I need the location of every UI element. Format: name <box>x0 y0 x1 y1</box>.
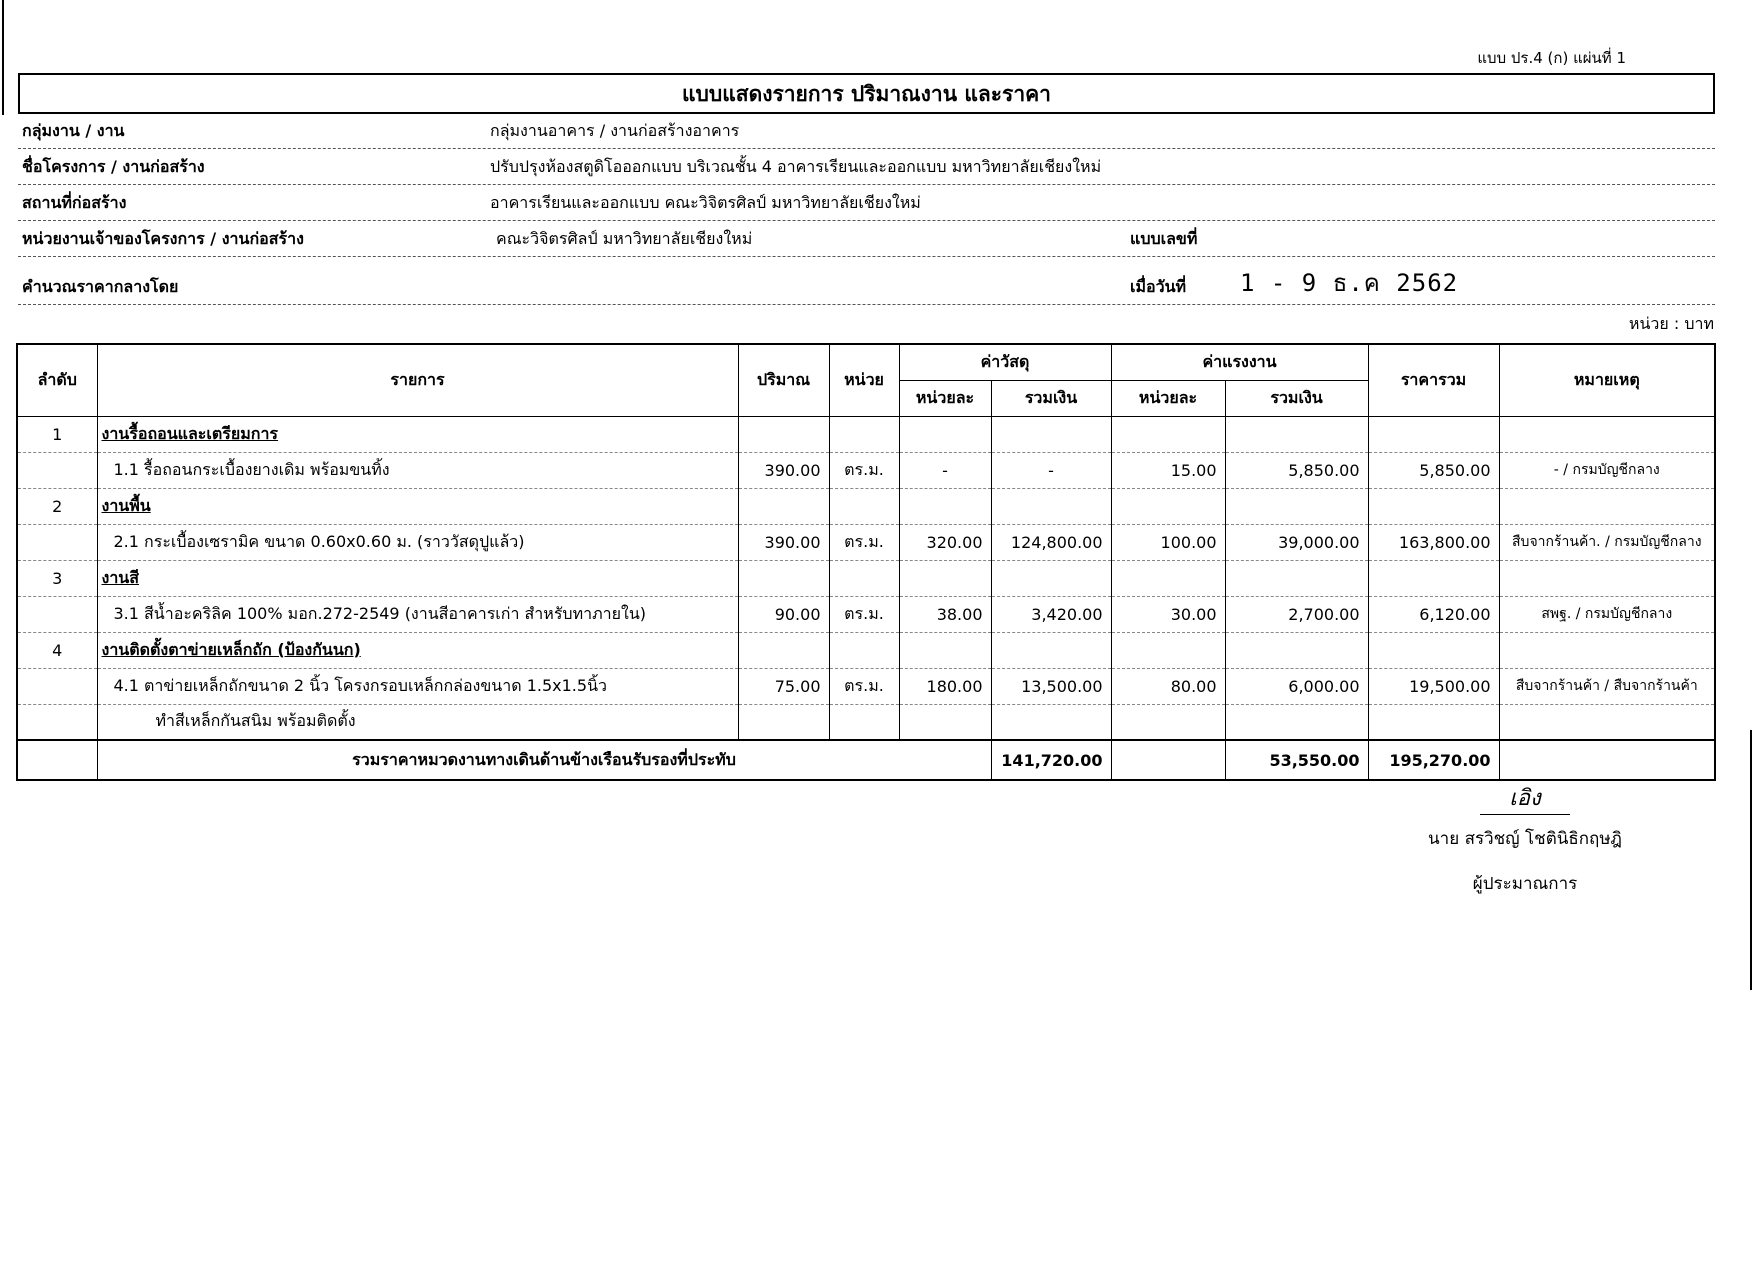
cell-lab-amt <box>1225 416 1368 452</box>
cell-item: งานพื้น <box>97 488 738 524</box>
cell-remark: สืบจากร้านค้า. / กรมบัญชีกลาง <box>1499 524 1715 560</box>
cell-remark <box>1499 416 1715 452</box>
cell-mat-unit <box>899 560 991 596</box>
cell-unit <box>829 704 899 740</box>
cell-mat-unit: 320.00 <box>899 524 991 560</box>
estimator-role: ผู้ประมาณการ <box>1472 874 1578 894</box>
cell-no <box>17 704 97 740</box>
cell-mat-unit <box>899 704 991 740</box>
summary-material-amount: 141,720.00 <box>991 740 1111 780</box>
cell-lab-amt: 39,000.00 <box>1225 524 1368 560</box>
cell-no <box>17 740 97 780</box>
cell-total <box>1368 416 1499 452</box>
location-value: อาคารเรียนและออกแบบ คณะวิจิตรศิลป์ มหาวิทยาลัยเชียงใหม่ <box>490 193 921 212</box>
cell-unit: ตร.ม. <box>829 668 899 704</box>
category-row <box>17 632 1715 668</box>
cell-qty <box>738 416 829 452</box>
cell-total: 6,120.00 <box>1368 596 1499 632</box>
cell-unit: ตร.ม. <box>829 524 899 560</box>
info-row-location <box>18 186 1715 221</box>
cell-mat-amt: 124,800.00 <box>991 524 1111 560</box>
cell-remark <box>1499 560 1715 596</box>
cell-total: 19,500.00 <box>1368 668 1499 704</box>
signature-mark: เอิง <box>1480 780 1570 815</box>
date-value: 1 - 9 ธ.ค 2562 <box>1240 269 1459 297</box>
cell-lab-amt <box>1225 704 1368 740</box>
cell-lab-unit: 100.00 <box>1111 524 1225 560</box>
cell-mat-unit: 180.00 <box>899 668 991 704</box>
cell-unit <box>829 416 899 452</box>
drawing-no-label: แบบเลขที่ <box>1130 229 1198 248</box>
header-qty: ปริมาณ <box>738 344 829 416</box>
cell-unit: ตร.ม. <box>829 452 899 488</box>
summary-label: รวมราคาหมวดงานทางเดินด้านข้างเรือนรับรองที่ประทับ <box>97 740 991 780</box>
project-label: ชื่อโครงการ / งานก่อสร้าง <box>22 157 205 176</box>
cell-lab-amt: 2,700.00 <box>1225 596 1368 632</box>
quantity-price-table <box>16 343 1716 781</box>
cell-item: 4.1 ตาข่ายเหล็กถักขนาด 2 นิ้ว โครงกรอบเหล็กกล่องขนาด 1.5x1.5นิ้ว <box>97 668 738 704</box>
table-row <box>17 668 1715 704</box>
cell-item: 2.1 กระเบื้องเซรามิค ขนาด 0.60x0.60 ม. (ราววัสดุปูแล้ว) <box>97 524 738 560</box>
header-material-per-unit: หน่วยละ <box>899 380 991 416</box>
cell-mat-unit: 38.00 <box>899 596 991 632</box>
table-row <box>17 596 1715 632</box>
cell-qty <box>738 488 829 524</box>
cell-no: 2 <box>17 488 97 524</box>
header-unit: หน่วย <box>829 344 899 416</box>
cell-total <box>1368 560 1499 596</box>
header-labor-per-unit: หน่วยละ <box>1111 380 1225 416</box>
header-material: ค่าวัสดุ <box>899 344 1111 380</box>
cell-remark: สืบจากร้านค้า / สืบจากร้านค้า <box>1499 668 1715 704</box>
owner-label: หน่วยงานเจ้าของโครงการ / งานก่อสร้าง <box>22 229 304 248</box>
cell-remark: - / กรมบัญชีกลาง <box>1499 452 1715 488</box>
cell-mat-amt: 3,420.00 <box>991 596 1111 632</box>
info-row-project <box>18 150 1715 185</box>
table-row <box>17 524 1715 560</box>
cell-remark <box>1499 488 1715 524</box>
cell-qty: 90.00 <box>738 596 829 632</box>
cell-mat-unit <box>899 416 991 452</box>
cell-lab-unit <box>1111 416 1225 452</box>
cell-unit <box>829 560 899 596</box>
cell-total: 163,800.00 <box>1368 524 1499 560</box>
cell-lab-unit <box>1111 704 1225 740</box>
cell-mat-unit <box>899 632 991 668</box>
cell-qty <box>738 560 829 596</box>
cell-lab-unit <box>1111 560 1225 596</box>
cell-mat-unit: - <box>899 452 991 488</box>
unit-label: หน่วย : บาท <box>1628 314 1714 333</box>
project-value: ปรับปรุงห้องสตูดิโอออกแบบ บริเวณชั้น 4 อาคารเรียนและออกแบบ มหาวิทยาลัยเชียงใหม่ <box>490 157 1102 176</box>
summary-total: 195,270.00 <box>1368 740 1499 780</box>
cell-remark <box>1499 632 1715 668</box>
group-label: กลุ่มงาน / งาน <box>22 121 125 140</box>
header-total: ราคารวม <box>1368 344 1499 416</box>
cell-total <box>1368 632 1499 668</box>
cell-unit <box>829 488 899 524</box>
cell-mat-amt: - <box>991 452 1111 488</box>
header-remark: หมายเหตุ <box>1499 344 1715 416</box>
cell-total <box>1368 704 1499 740</box>
cell-empty <box>1111 740 1225 780</box>
cell-mat-amt <box>991 416 1111 452</box>
form-number: แบบ ปร.4 (ก) แผ่นที่ 1 <box>1477 49 1626 67</box>
cell-no <box>17 668 97 704</box>
cell-qty: 75.00 <box>738 668 829 704</box>
calc-label: คำนวณราคากลางโดย <box>22 277 179 296</box>
scan-edge-line <box>1750 730 1752 990</box>
category-row <box>17 560 1715 596</box>
cell-qty <box>738 704 829 740</box>
cell-item: ทำสีเหล็กกันสนิม พร้อมติดตั้ง <box>97 704 738 740</box>
summary-labor-amount: 53,550.00 <box>1225 740 1368 780</box>
cell-lab-amt <box>1225 560 1368 596</box>
cell-lab-amt: 5,850.00 <box>1225 452 1368 488</box>
cell-no: 3 <box>17 560 97 596</box>
cell-no <box>17 596 97 632</box>
header-item: รายการ <box>97 344 738 416</box>
cell-lab-unit: 30.00 <box>1111 596 1225 632</box>
cell-mat-amt <box>991 704 1111 740</box>
cell-remark: สพฐ. / กรมบัญชีกลาง <box>1499 596 1715 632</box>
signature-block <box>1415 780 1635 897</box>
cell-empty <box>1499 740 1715 780</box>
date-label: เมื่อวันที่ <box>1130 277 1187 296</box>
cell-item: 3.1 สีน้ำอะคริลิค 100% มอก.272-2549 (งานสีอาคารเก่า สำหรับทาภายใน) <box>97 596 738 632</box>
group-value: กลุ่มงานอาคาร / งานก่อสร้างอาคาร <box>490 121 740 140</box>
cell-item: งานรื้อถอนและเตรียมการ <box>97 416 738 452</box>
estimator-name: นาย สรวิชญ์ โชตินิธิกฤษฎิ <box>1428 829 1622 849</box>
cell-remark <box>1499 704 1715 740</box>
cell-lab-amt <box>1225 632 1368 668</box>
cell-no: 4 <box>17 632 97 668</box>
cell-lab-unit: 80.00 <box>1111 668 1225 704</box>
header-labor: ค่าแรงงาน <box>1111 344 1368 380</box>
cell-lab-unit <box>1111 488 1225 524</box>
header-no: ลำดับ <box>17 344 97 416</box>
cell-item: งานสี <box>97 560 738 596</box>
cell-mat-amt <box>991 488 1111 524</box>
cell-no <box>17 452 97 488</box>
cell-qty <box>738 632 829 668</box>
table-row <box>17 452 1715 488</box>
cell-mat-amt: 13,500.00 <box>991 668 1111 704</box>
cell-item: งานติดตั้งตาข่ายเหล็กถัก (ป้องกันนก) <box>97 632 738 668</box>
cell-qty: 390.00 <box>738 524 829 560</box>
page-title: แบบแสดงรายการ ปริมาณงาน และราคา <box>18 73 1715 114</box>
summary-row <box>17 740 1715 780</box>
cell-lab-amt: 6,000.00 <box>1225 668 1368 704</box>
cell-no <box>17 524 97 560</box>
table-row <box>17 704 1715 740</box>
cell-item: 1.1 รื้อถอนกระเบื้องยางเดิม พร้อมขนทิ้ง <box>97 452 738 488</box>
owner-value: คณะวิจิตรศิลป์ มหาวิทยาลัยเชียงใหม่ <box>496 229 753 248</box>
info-row-owner <box>18 222 1715 257</box>
cell-lab-unit <box>1111 632 1225 668</box>
location-label: สถานที่ก่อสร้าง <box>22 193 127 212</box>
cell-no: 1 <box>17 416 97 452</box>
cell-mat-unit <box>899 488 991 524</box>
cell-lab-amt <box>1225 488 1368 524</box>
cell-unit <box>829 632 899 668</box>
cell-mat-amt <box>991 632 1111 668</box>
scan-edge-line <box>2 0 4 115</box>
cell-unit: ตร.ม. <box>829 596 899 632</box>
cell-total <box>1368 488 1499 524</box>
cell-qty: 390.00 <box>738 452 829 488</box>
category-row <box>17 488 1715 524</box>
cell-lab-unit: 15.00 <box>1111 452 1225 488</box>
category-row <box>17 416 1715 452</box>
cell-mat-amt <box>991 560 1111 596</box>
header-material-amount: รวมเงิน <box>991 380 1111 416</box>
cell-total: 5,850.00 <box>1368 452 1499 488</box>
info-row-group <box>18 114 1715 149</box>
header-labor-amount: รวมเงิน <box>1225 380 1368 416</box>
info-row-calc <box>18 258 1715 305</box>
